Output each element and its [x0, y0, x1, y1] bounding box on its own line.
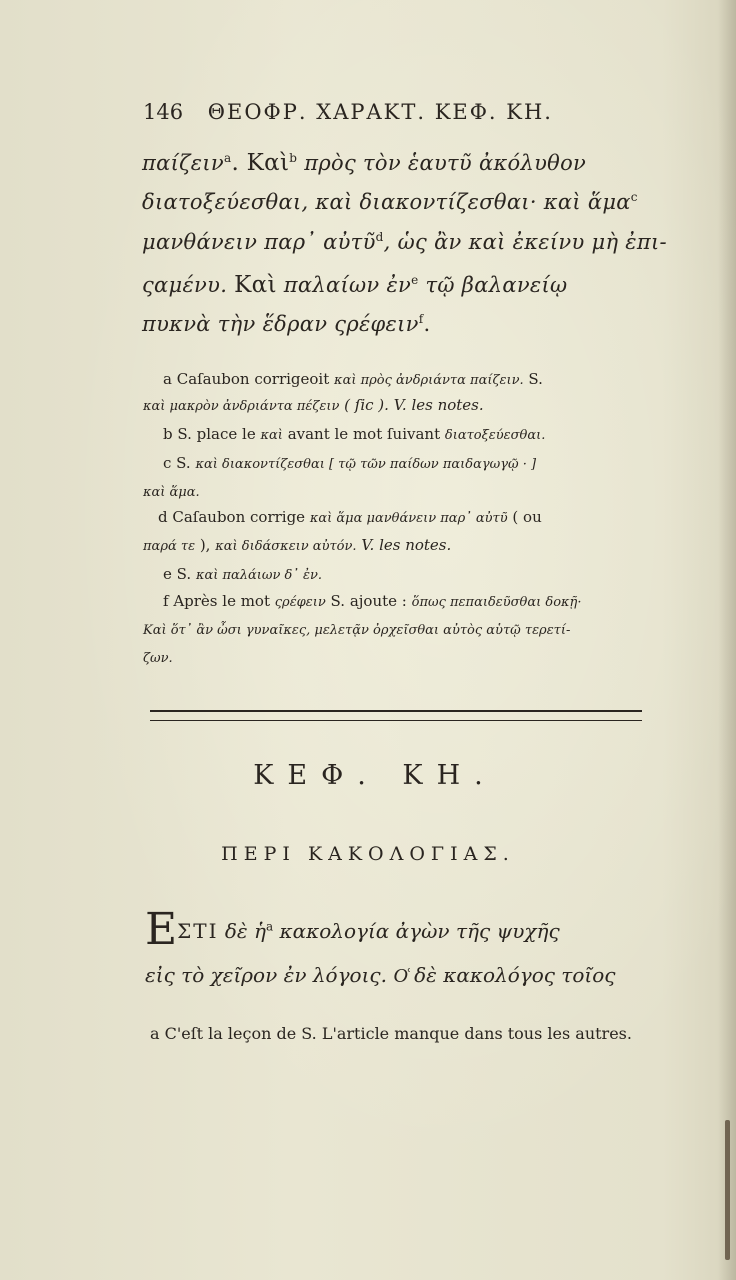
greek-line-1 — [142, 150, 586, 176]
note-greek: Καὶ ὅτ᾿ ἂν ὦσι γυναῖκες, μελετᾷν ὀρχεῖσθαι αὐτὸς αὑτῷ τερετί- — [143, 623, 571, 638]
greek-text: τῷ βαλανείῳ — [425, 273, 568, 297]
note-ref: a — [266, 919, 274, 934]
note-greek: καὶ ἅμα. — [143, 485, 200, 500]
note-greek: καὶ διακοντίζεσθαι [ τῷ τῶν παίδων παιδαγωγῷ · ] — [195, 457, 537, 472]
greek-text: πυκνὰ τὴν ἕδραν ςρέφειν — [142, 312, 419, 336]
chapter-title: ΠΕΡΙ ΚΑΚΟΛΟΓΙΑΣ. — [221, 843, 515, 865]
note-greek: καὶ μακρὸν ἀνδριάντα πέζειν — [143, 399, 340, 414]
note-c-cont — [143, 482, 200, 500]
note-a — [163, 370, 543, 388]
note-a-cont — [143, 396, 484, 414]
note-text: f Après le mot — [163, 592, 270, 610]
note-ref: a — [223, 151, 232, 165]
greek-text: πρὸς τὸν ἑαυτῦ ἀκόλυθον — [304, 151, 587, 175]
greek-text: . — [423, 312, 431, 336]
note-c — [163, 454, 536, 472]
running-title: ΘΕΟΦΡ. ΧΑΡΑΚΤ. ΚΕΦ. ΚΗ. — [207, 100, 553, 124]
note-ref: d — [375, 230, 384, 244]
binding-edge-mark — [725, 1120, 730, 1260]
note-ref: e — [411, 273, 419, 287]
note-ref: c — [630, 190, 638, 204]
footnote: a C'eſt la leçon de S. L'article manque dans tous les autres. — [150, 1024, 632, 1043]
body-text: εἰς τὸ χεῖρον ἐν λόγοις. Ο͑ δὲ κακολόγος τοῖος — [145, 963, 616, 987]
note-text: c S. — [163, 454, 191, 472]
note-text: ), — [199, 536, 211, 554]
greek-text: . Καὶ — [231, 150, 290, 176]
note-f-cont — [143, 620, 570, 638]
greek-line-5 — [142, 312, 430, 336]
note-f-cont-2 — [143, 648, 173, 666]
note-greek: ζων. — [143, 651, 173, 666]
body-text: κακολογία ἀγὼν τῆς ψυχῆς — [279, 919, 560, 943]
greek-text: παλαίων ἐν — [283, 273, 412, 297]
note-greek: παρά τε — [143, 539, 196, 554]
note-text: d Caſaubon corrige — [158, 508, 306, 526]
greek-line-3 — [142, 230, 667, 254]
greek-text: μανθάνειν παρ᾿ αὐτῦ — [142, 230, 376, 254]
greek-text: διατοξεύεσθαι, καὶ διακοντίζεσθαι· καὶ ἅμα — [142, 190, 631, 214]
greek-text: Καὶ — [234, 272, 277, 298]
note-text: a Caſaubon corrigeoit — [163, 370, 330, 388]
body-text: ΣΤΙ — [177, 919, 219, 943]
note-text: V. les notes. — [393, 396, 484, 414]
drop-cap: Ε — [145, 904, 178, 955]
note-text: V. les notes. — [361, 536, 452, 554]
note-text: e S. — [163, 565, 192, 583]
greek-line-4 — [142, 272, 567, 298]
note-d-cont — [143, 536, 451, 554]
note-text: ( ſic ). — [344, 396, 389, 414]
note-greek: καὶ πρὸς ἀνδριάντα παίζειν. — [334, 373, 524, 388]
note-e — [163, 565, 322, 583]
page-number: 146 — [143, 100, 184, 124]
note-greek: καὶ παλάιων δ᾿ ἐν. — [195, 568, 323, 583]
greek-text: , ὡς ἂν καὶ ἐκείνυ μὴ ἐπι- — [383, 230, 667, 254]
note-greek: καὶ διδάσκειν αὐτόν. — [215, 539, 357, 554]
note-b — [163, 425, 545, 443]
greek-text: παίζειν — [142, 151, 224, 175]
note-f — [163, 592, 581, 610]
section-divider — [150, 710, 642, 721]
note-text: S. ajoute : — [330, 592, 407, 610]
note-text: avant le mot ſuivant — [287, 425, 441, 443]
note-greek: ὅπως πεπαιδεῦσθαι δοκῇ· — [411, 595, 582, 610]
chapter-body-line-1 — [145, 904, 560, 955]
note-ref: f — [418, 312, 424, 326]
note-ref: b — [289, 151, 298, 165]
note-greek: καὶ — [260, 428, 283, 443]
note-greek: καὶ ἅμα μανθάνειν παρ᾿ αὐτῦ — [309, 511, 508, 526]
note-text: S. — [528, 370, 543, 388]
running-head — [143, 100, 603, 124]
note-text: b S. place le — [163, 425, 256, 443]
note-greek: ςρέφειν — [274, 595, 326, 610]
chapter-heading: ΚΕΦ. ΚΗ. — [253, 760, 497, 791]
note-text: ( ou — [512, 508, 542, 526]
note-greek: διατοξεύεσθαι. — [444, 428, 546, 443]
page-edge-shadow — [718, 0, 736, 1280]
note-d — [158, 508, 542, 526]
greek-text: ςαμένυ. — [142, 273, 228, 297]
body-text: δὲ ἡ — [224, 919, 266, 943]
chapter-body-line-2 — [145, 963, 616, 988]
greek-line-2 — [142, 190, 638, 214]
